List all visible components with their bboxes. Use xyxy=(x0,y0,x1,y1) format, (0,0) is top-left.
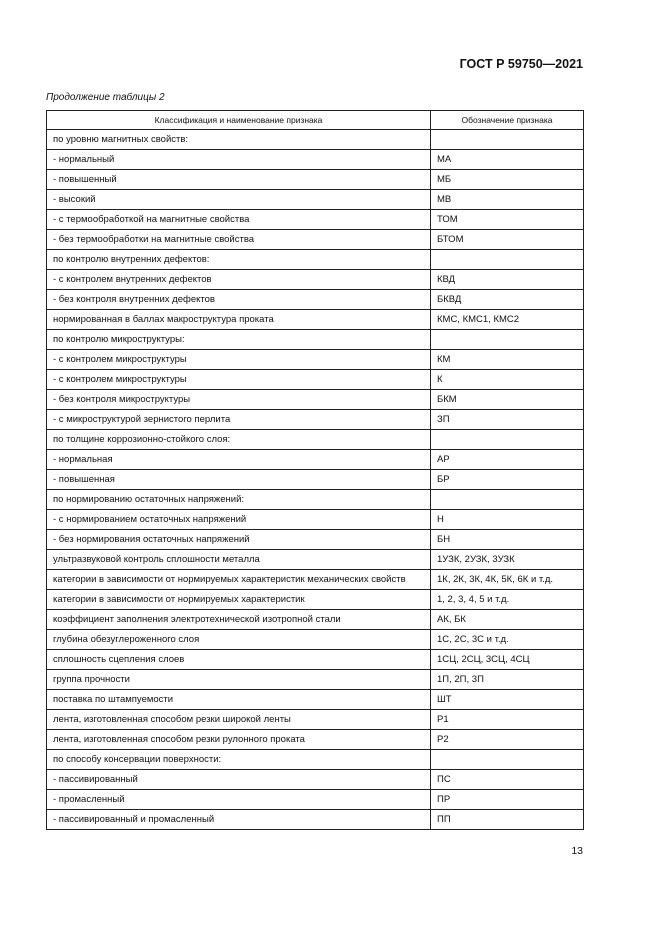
designation-cell: 1СЦ, 2СЦ, 3СЦ, 4СЦ xyxy=(431,650,584,670)
designation-cell: КВД xyxy=(431,270,584,290)
table-row xyxy=(47,790,584,810)
designation-cell xyxy=(431,490,584,510)
designation-cell: БТОМ xyxy=(431,230,584,250)
classification-cell: - нормальная xyxy=(47,450,431,470)
classification-cell: - без нормирования остаточных напряжений xyxy=(47,530,431,550)
classification-cell: группа прочности xyxy=(47,670,431,690)
designation-cell: ШТ xyxy=(431,690,584,710)
designation-cell: БКВД xyxy=(431,290,584,310)
classification-cell: коэффициент заполнения электротехнической изотропной стали xyxy=(47,610,431,630)
table-row xyxy=(47,430,584,450)
classification-cell: нормированная в баллах макроструктура проката xyxy=(47,310,431,330)
classification-cell: по контролю микроструктуры: xyxy=(47,330,431,350)
designation-cell: 1П, 2П, 3П xyxy=(431,670,584,690)
designation-cell: АР xyxy=(431,450,584,470)
classification-cell: - с контролем микроструктуры xyxy=(47,370,431,390)
column-header-classification: Классификация и наименование признака xyxy=(47,111,431,130)
designation-cell: 1, 2, 3, 4, 5 и т.д. xyxy=(431,590,584,610)
designation-cell: Р1 xyxy=(431,710,584,730)
table-row xyxy=(47,390,584,410)
table-row xyxy=(47,810,584,830)
table-header-row xyxy=(47,111,584,130)
table-row xyxy=(47,170,584,190)
table-row xyxy=(47,490,584,510)
classification-cell: по толщине коррозионно-стойкого слоя: xyxy=(47,430,431,450)
classification-cell: по уровню магнитных свойств: xyxy=(47,130,431,150)
table-row xyxy=(47,690,584,710)
classification-cell: - нормальный xyxy=(47,150,431,170)
designation-cell: МБ xyxy=(431,170,584,190)
designation-cell: ТОМ xyxy=(431,210,584,230)
designation-cell: МА xyxy=(431,150,584,170)
table-row xyxy=(47,530,584,550)
classification-cell: - высокий xyxy=(47,190,431,210)
designation-cell xyxy=(431,250,584,270)
page-number: 13 xyxy=(571,845,583,857)
designation-cell xyxy=(431,130,584,150)
designation-cell: АК, БК xyxy=(431,610,584,630)
classification-cell: ультразвуковой контроль сплошности металла xyxy=(47,550,431,570)
table-row xyxy=(47,130,584,150)
table-row xyxy=(47,290,584,310)
table-row xyxy=(47,190,584,210)
designation-cell: КМ xyxy=(431,350,584,370)
table-row xyxy=(47,710,584,730)
table-row xyxy=(47,630,584,650)
designation-cell xyxy=(431,750,584,770)
table-row xyxy=(47,550,584,570)
designation-cell xyxy=(431,430,584,450)
designation-cell: К xyxy=(431,370,584,390)
designation-cell: КМС, КМС1, КМС2 xyxy=(431,310,584,330)
table-row xyxy=(47,750,584,770)
classification-cell: поставка по штампуемости xyxy=(47,690,431,710)
designation-cell: 1УЗК, 2УЗК, 3УЗК xyxy=(431,550,584,570)
table-row xyxy=(47,230,584,250)
designation-cell xyxy=(431,330,584,350)
classification-cell: - с термообработкой на магнитные свойства xyxy=(47,210,431,230)
classification-cell: - с контролем микроструктуры xyxy=(47,350,431,370)
classification-cell: лента, изготовленная способом резки широкой ленты xyxy=(47,710,431,730)
table-row xyxy=(47,770,584,790)
classification-cell: - повышенный xyxy=(47,170,431,190)
table-body xyxy=(47,130,584,830)
classification-cell: категории в зависимости от нормируемых характеристик механических свойств xyxy=(47,570,431,590)
table-row xyxy=(47,370,584,390)
table-row xyxy=(47,410,584,430)
table-row xyxy=(47,650,584,670)
designation-cell: БН xyxy=(431,530,584,550)
table-row xyxy=(47,210,584,230)
designation-cell: ПС xyxy=(431,770,584,790)
table-row xyxy=(47,470,584,490)
classification-cell: по способу консервации поверхности: xyxy=(47,750,431,770)
designation-cell: БКМ xyxy=(431,390,584,410)
table-row xyxy=(47,570,584,590)
designation-cell: ПП xyxy=(431,810,584,830)
table-row xyxy=(47,250,584,270)
table-row xyxy=(47,450,584,470)
table-row xyxy=(47,510,584,530)
classification-cell: - без контроля внутренних дефектов xyxy=(47,290,431,310)
classification-cell: - пассивированный и промасленный xyxy=(47,810,431,830)
table-row xyxy=(47,310,584,330)
classification-cell: - пассивированный xyxy=(47,770,431,790)
classification-cell: по контролю внутренних дефектов: xyxy=(47,250,431,270)
table-caption: Продолжение таблицы 2 xyxy=(46,92,165,103)
designation-cell: 1К, 2К, 3К, 4К, 5К, 6К и т.д. xyxy=(431,570,584,590)
column-header-designation: Обозначение признака xyxy=(431,111,584,130)
classification-table xyxy=(46,110,584,830)
document-id: ГОСТ Р 59750—2021 xyxy=(459,57,583,71)
designation-cell: 1С, 2С, 3С и т.д. xyxy=(431,630,584,650)
designation-cell: ПР xyxy=(431,790,584,810)
table-row xyxy=(47,670,584,690)
classification-cell: сплошность сцепления слоев xyxy=(47,650,431,670)
designation-cell: ЗП xyxy=(431,410,584,430)
designation-cell: Н xyxy=(431,510,584,530)
designation-cell: МВ xyxy=(431,190,584,210)
designation-cell: БР xyxy=(431,470,584,490)
table-row xyxy=(47,270,584,290)
classification-cell: по нормированию остаточных напряжений: xyxy=(47,490,431,510)
classification-cell: - с нормированием остаточных напряжений xyxy=(47,510,431,530)
table-row xyxy=(47,350,584,370)
classification-cell: - с микроструктурой зернистого перлита xyxy=(47,410,431,430)
table-row xyxy=(47,590,584,610)
classification-cell: - с контролем внутренних дефектов xyxy=(47,270,431,290)
table-row xyxy=(47,730,584,750)
classification-cell: - промасленный xyxy=(47,790,431,810)
classification-cell: - без контроля микроструктуры xyxy=(47,390,431,410)
table-row xyxy=(47,330,584,350)
classification-cell: категории в зависимости от нормируемых характеристик xyxy=(47,590,431,610)
classification-cell: лента, изготовленная способом резки рулонного проката xyxy=(47,730,431,750)
designation-cell: Р2 xyxy=(431,730,584,750)
classification-cell: глубина обезуглероженного слоя xyxy=(47,630,431,650)
table-row xyxy=(47,150,584,170)
classification-cell: - повышенная xyxy=(47,470,431,490)
table-row xyxy=(47,610,584,630)
classification-cell: - без термообработки на магнитные свойства xyxy=(47,230,431,250)
